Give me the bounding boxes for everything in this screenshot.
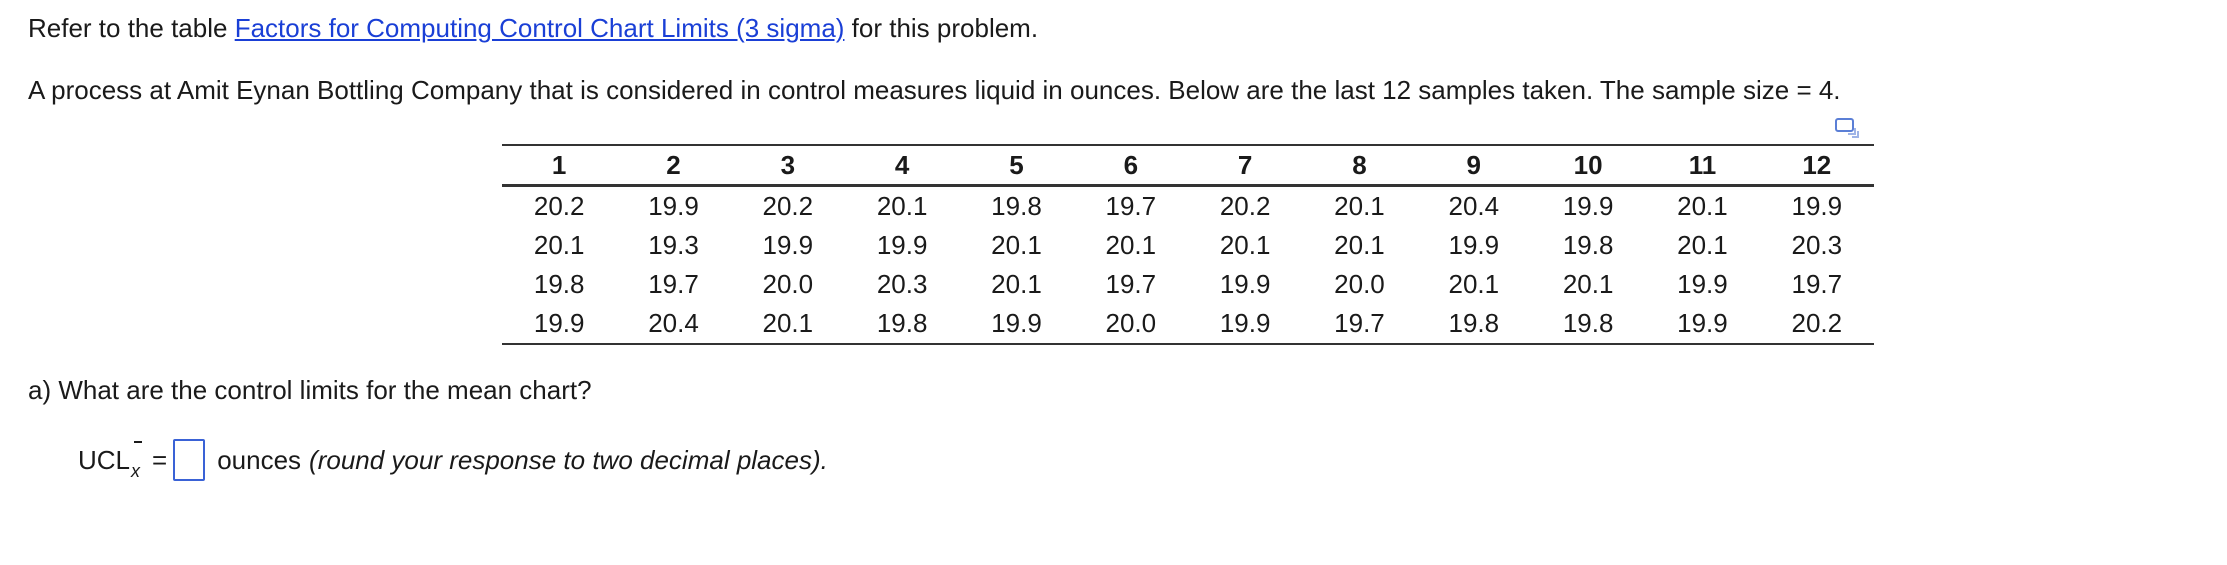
table-cell: 20.1 — [991, 230, 1042, 260]
column-header-sample-4: 4 — [894, 149, 910, 180]
table-row — [502, 304, 1874, 344]
table-cell: 19.8 — [533, 269, 585, 299]
table-header-row — [502, 145, 1874, 186]
table-row — [502, 186, 1874, 227]
ucl-label-text: UCL — [78, 444, 131, 475]
table-cell: 19.9 — [762, 230, 814, 260]
table-cell: 19.8 — [876, 308, 928, 338]
table-cell: 19.8 — [1562, 230, 1614, 260]
column-header-sample-12: 12 — [1802, 149, 1832, 180]
factors-table-link[interactable]: Factors for Computing Control Chart Limits (3 sigma) — [234, 13, 845, 43]
table-row — [502, 265, 1874, 304]
ucl-rounding-hint: (round your response to two decimal places). — [309, 444, 828, 475]
table-cell: 20.2 — [533, 191, 585, 221]
table-cell: 20.1 — [1105, 230, 1157, 260]
table-cell: 19.9 — [876, 230, 928, 260]
table-cell: 20.1 — [533, 230, 585, 260]
table-cell: 19.9 — [991, 308, 1042, 338]
table-cell: 19.9 — [1791, 191, 1843, 221]
table-cell: 20.3 — [876, 269, 928, 299]
ucl-units: ounces — [217, 444, 302, 475]
table-cell: 19.9 — [1562, 191, 1614, 221]
column-header-sample-9: 9 — [1466, 149, 1482, 180]
column-header-sample-3: 3 — [780, 149, 796, 180]
table-cell: 19.8 — [1562, 308, 1614, 338]
table-cell: 19.7 — [1334, 308, 1385, 338]
copy-data-icon[interactable] — [1834, 117, 1860, 139]
intro-suffix: for this problem. — [844, 13, 1039, 43]
table-cell: 19.9 — [1219, 308, 1271, 338]
table-cell: 19.3 — [648, 230, 699, 260]
column-header-sample-2: 2 — [666, 149, 681, 180]
table-cell: 20.2 — [1791, 308, 1843, 338]
table-cell: 20.4 — [1448, 191, 1500, 221]
table-cell: 19.9 — [533, 308, 585, 338]
column-header-sample-5: 5 — [1009, 149, 1024, 180]
samples-table — [502, 144, 1874, 345]
column-header-sample-6: 6 — [1123, 149, 1139, 180]
ucl-equals: = — [152, 444, 168, 475]
column-header-sample-7: 7 — [1237, 149, 1253, 180]
table-cell: 19.9 — [1677, 269, 1728, 299]
table-cell: 19.7 — [648, 269, 699, 299]
problem-statement: A process at Amit Eynan Bottling Company that is considered in control measures liquid in ounces. Below are the last 12 samples taken. The sample size = 4. — [28, 75, 1841, 105]
intro-line — [28, 12, 1038, 44]
column-header-sample-1: 1 — [551, 149, 567, 180]
ucl-answer-input[interactable] — [173, 439, 205, 481]
table-cell: 19.9 — [1448, 230, 1500, 260]
table-cell: 19.7 — [1105, 191, 1157, 221]
table-cell: 20.3 — [1791, 230, 1843, 260]
table-cell: 20.1 — [1677, 230, 1728, 260]
table-cell: 20.1 — [1448, 269, 1500, 299]
table-cell: 19.8 — [991, 191, 1042, 221]
table-cell: 20.1 — [1562, 269, 1614, 299]
table-cell: 20.1 — [1677, 191, 1728, 221]
table-cell: 20.2 — [762, 191, 814, 221]
table-cell: 20.0 — [762, 269, 814, 299]
table-cell: 20.1 — [876, 191, 928, 221]
table-row — [502, 226, 1874, 265]
table-cell: 20.4 — [648, 308, 699, 338]
table-cell: 19.9 — [1677, 308, 1728, 338]
table-cell: 20.1 — [1334, 191, 1385, 221]
table-cell: 19.9 — [648, 191, 699, 221]
ucl-subscript-xbar: x — [131, 460, 141, 481]
table-cell: 20.1 — [991, 269, 1042, 299]
intro-prefix: Refer to the table — [28, 13, 235, 43]
ucl-label — [78, 444, 141, 481]
question-a: a) What are the control limits for the mean chart? — [28, 375, 592, 405]
table-cell: 20.0 — [1334, 269, 1385, 299]
table-cell: 20.1 — [1334, 230, 1385, 260]
column-header-sample-10: 10 — [1573, 149, 1603, 180]
table-cell: 20.1 — [1219, 230, 1271, 260]
table-cell: 20.1 — [762, 308, 814, 338]
column-header-sample-11: 11 — [1688, 149, 1717, 180]
table-cell: 19.7 — [1105, 269, 1157, 299]
table-cell: 19.7 — [1791, 269, 1843, 299]
table-cell: 19.8 — [1448, 308, 1500, 338]
table-cell: 20.0 — [1105, 308, 1157, 338]
column-header-sample-8: 8 — [1352, 149, 1367, 180]
table-cell: 20.2 — [1219, 191, 1271, 221]
table-cell: 19.9 — [1219, 269, 1271, 299]
ucl-row — [78, 436, 828, 484]
